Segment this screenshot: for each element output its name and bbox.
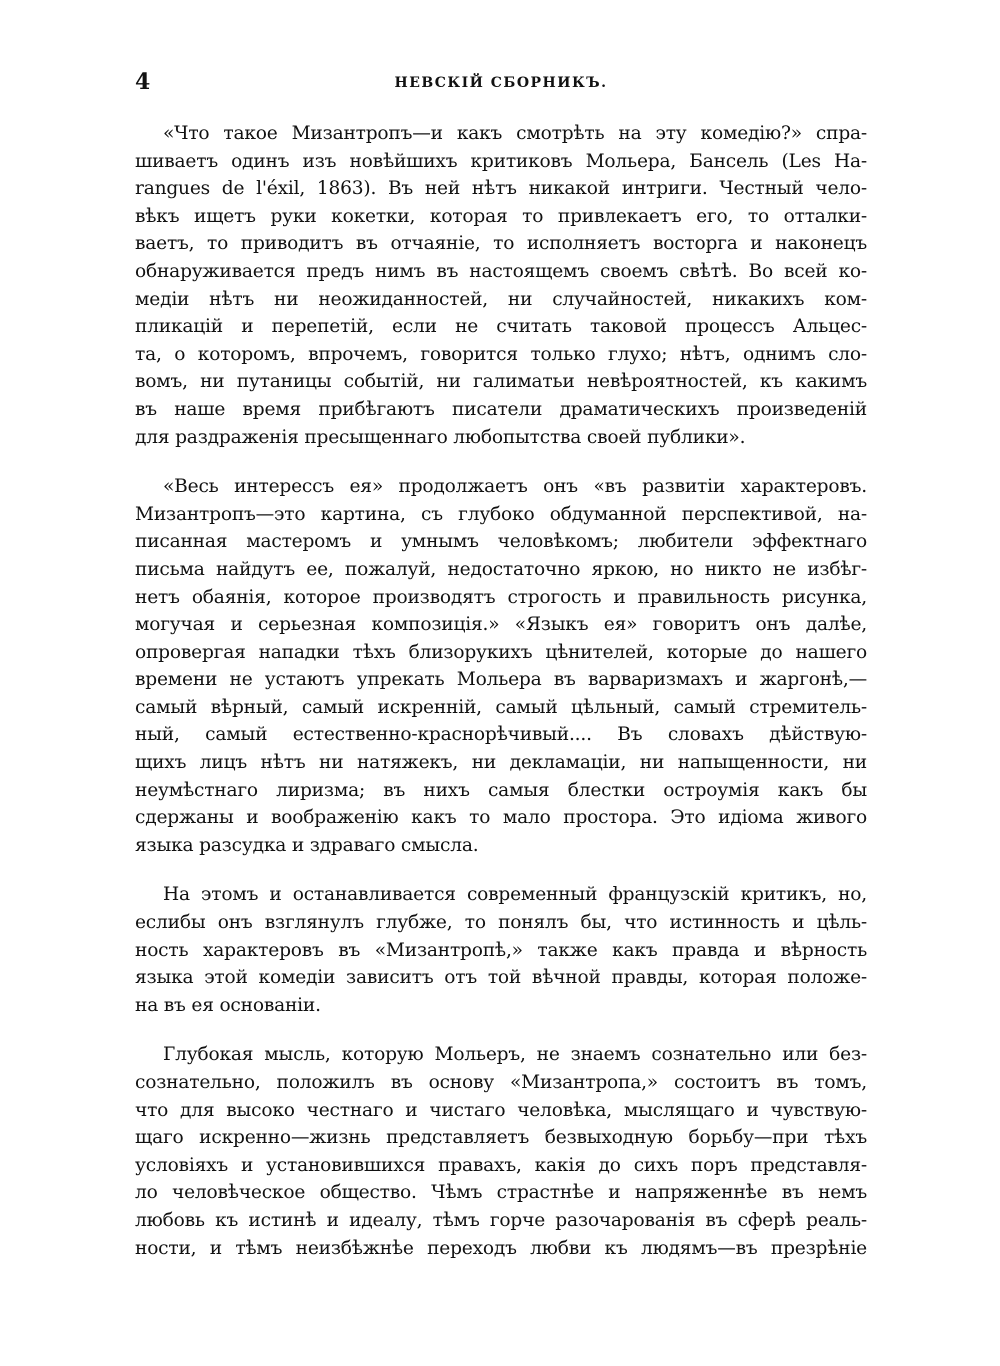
text-line: обнаруживается предъ нимъ въ настоящемъ своемъ свѣтѣ. Во всей ко- — [135, 260, 867, 282]
text-line: щихъ лицъ нѣтъ ни натяжекъ, ни декламаціи, ни напыщенности, ни — [135, 752, 867, 774]
text-line: времени не устаютъ упрекать Мольера въ варваризмахъ и жаргонѣ,— — [135, 669, 867, 691]
page-number: 4 — [135, 69, 151, 95]
text-line: на въ ея основаніи. — [135, 994, 321, 1016]
text-line: письма найдутъ ее, пожалуй, недостаточно яркою, но никто не избѣг- — [135, 558, 867, 580]
text-line: самый вѣрный, самый искренній, самый цѣльный, самый стремитель- — [135, 696, 867, 718]
text-line: шиваетъ одинъ изъ новѣйшихъ критиковъ Мольера, Бансель (Les Ha- — [135, 150, 867, 172]
text-line: ваетъ, то приводитъ въ отчаяніе, то исполняетъ восторга и наконецъ — [135, 233, 867, 255]
text-line: языка разсудка и здраваго смысла. — [135, 834, 479, 856]
paragraph-3 — [135, 881, 867, 1019]
text-line: могучая и серьезная композиція.» «Языкъ ея» говоритъ онъ далѣе, — [135, 614, 867, 636]
page-body — [135, 120, 867, 1262]
paragraph-2 — [135, 473, 867, 859]
running-title: НЕВСКІЙ СБОРНИКЪ. — [394, 75, 608, 91]
text-line: Глубокая мысль, которую Мольеръ, не знаемъ сознательно или без- — [163, 1044, 867, 1066]
text-line: любовь къ истинѣ и идеалу, тѣмъ горче разочарованія въ сферѣ реаль- — [135, 1209, 867, 1231]
text-line: та, о которомъ, впрочемъ, говорится только глухо; нѣтъ, однимъ сло- — [135, 343, 867, 365]
text-line: сдержаны и воображенію какъ то мало простора. Это идіома живого — [135, 807, 867, 829]
text-line: неумѣстнаго лиризма; въ нихъ самыя блестки остроумія какъ бы — [135, 779, 867, 801]
text-line: ность характеровъ въ «Мизантропѣ,» также какъ правда и вѣрность — [135, 939, 867, 961]
text-line: вомъ, ни путаницы событій, ни галиматьи невѣроятностей, къ какимъ — [135, 371, 867, 393]
text-line: въ наше время прибѣгаютъ писатели драматическихъ произведеній — [135, 398, 867, 420]
paragraph-1 — [135, 120, 867, 451]
text-line: сознательно, положилъ въ основу «Мизантропа,» состоитъ въ томъ, — [135, 1072, 867, 1093]
text-line: писанная мастеромъ и умнымъ человѣкомъ; любители эффектнаго — [135, 531, 867, 553]
text-line: опровергая нападки тѣхъ близорукихъ цѣнителей, которые до нашего — [135, 641, 867, 663]
text-line: ности, и тѣмъ неизбѣжнѣе переходъ любви къ людямъ—въ презрѣніе — [135, 1237, 867, 1259]
text-line: ный, самый естественно-краснорѣчивый.... Въ словахъ дѣйствую- — [135, 724, 867, 746]
page-header — [135, 68, 867, 96]
text-line: вѣкъ ищетъ руки кокетки, которая то привлекаетъ его, то отталки- — [135, 205, 867, 227]
text-line: На этомъ и останавливается современный французскій критикъ, но, — [163, 884, 867, 906]
text-line: условіяхъ и установившихся правахъ, какія до сихъ поръ представля- — [135, 1154, 867, 1176]
text-line: для раздраженія пресыщеннаго любопытства своей публики». — [135, 426, 746, 448]
paragraph-4 — [135, 1041, 867, 1262]
text-line: что для высоко честнаго и чистаго человѣка, мыслящаго и чувствую- — [135, 1099, 867, 1121]
text-line: языка этой комедіи зависитъ отъ той вѣчной правды, которая положе- — [135, 967, 867, 989]
text-line: еслибы онъ взглянулъ глубже, то понялъ бы, что истинность и цѣль- — [135, 912, 867, 934]
text-line: ло человѣческое общество. Чѣмъ страстнѣе и напряженнѣе въ немъ — [135, 1182, 867, 1204]
text-line: Мизантропъ—это картина, съ глубоко обдуманной перспективой, на- — [135, 503, 867, 525]
text-line: медіи нѣтъ ни неожиданностей, ни случайностей, никакихъ ком- — [135, 288, 867, 310]
text-line: «Весь интерессъ ея» продолжаетъ онъ «въ развитіи характеровъ. — [163, 476, 867, 498]
text-line: пликацій и перепетій, если не считать таковой процессъ Альцес- — [135, 316, 867, 338]
text-line: «Что такое Мизантропъ—и какъ смотрѣть на эту комедію?» спра- — [163, 123, 867, 144]
text-line: нетъ обаянія, которое производятъ строгость и правильность рисунка, — [135, 586, 867, 608]
text-line: щаго искренно—жизнь представляетъ безвыходную борьбу—при тѣхъ — [135, 1127, 867, 1149]
text-line: rangues de l'éxil, 1863). Въ ней нѣтъ никакой интриги. Честный чело- — [135, 178, 867, 200]
